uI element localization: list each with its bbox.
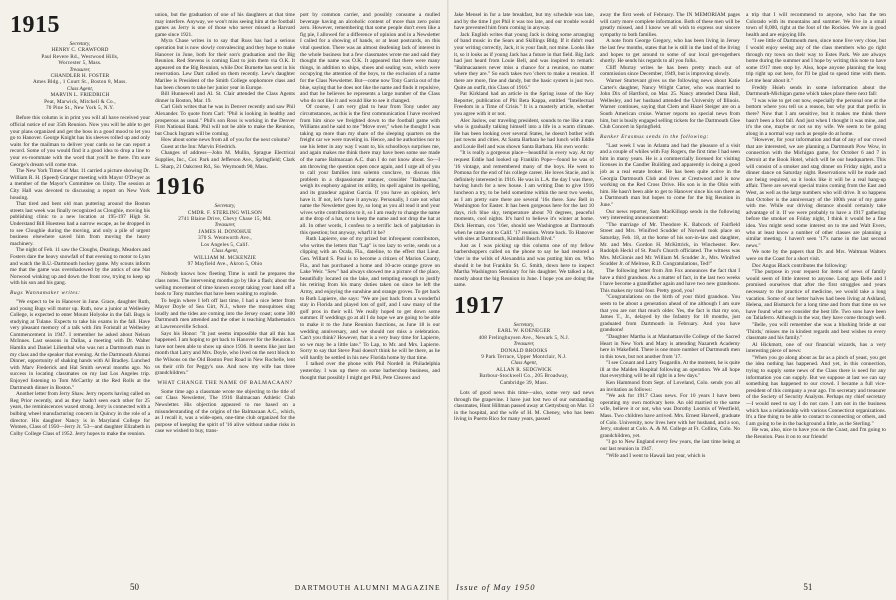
officer-name: JAMES H. DONOHUE [198,228,252,235]
page-number: 50 [130,582,139,592]
paragraph: To begin where I left off last time, I had a nice letter from Mayor Doyle of Sea Girt, N.J., where the mosquitoes sing loudly and the tides are coming into the Jersey coast; some 300 Dartmouth men attended and the other is teaching Mathematics at Lawrenceville School. [155,297,295,331]
paragraph: "We ask for 1917 Class news. For 10 years I have been operating my own motivary here. An old married to the same wife, believe it or not, who was Dorothy Loomis of Westfield, Mass. Two children have arrived. Mrs. Ernest Harwell, graduate of Colo. University, now lives here with her husband, and a son, Jerry, student at Colo. A. & M. College at Ft. Collins, Colo. No grandchildren, yet. [600,393,740,439]
column-2 [155,12,295,572]
paragraph: The night of Feb. 11 saw the Cloughs, Dearings, Meadors and Fosters dare the heavy snowfall of that evening to motor to Lynn and watch the B.U.-Dartmouth hockey game. My scouts inform me that the game was overshadowed by the antics of one Nat Norwood winking up and down the front row, trying to keep up with his son and his gang. [10,247,150,287]
paragraph: "I was wise to get out now, especially the personal one at the bottom where you tell us a reason, but why put that prefix in there? Now that I am sensitive, but it makes me think there hasn't been a foot fall. And just when I thought it was mine, and it's the one, maybe or not so my wife. We seem to be going along in a normal way such as people do at home. [746,97,886,137]
subhead: Banker Erasmus sends in the following: [600,133,709,140]
paragraph: Myra Chase writes in to say that Russ has had a serious operation but is now slowly convalescing and they hope to make Hanover in June, both for their son's graduation and the Big Reunion. Red Stevens is coming East to join them via O.K. It appeared on the Big Reunion, while Doc Burnette has sent in his reservation. Lew Dart called on them recently. Lew's daughter Marilee is President of the Smith College sophomore class and has been chosen to take her junior year in Europe. [155,38,295,91]
class-year-heading: 1916 [155,174,205,201]
officer-role: Secretary, [513,321,535,328]
paragraph: Freddy Hsieh sends in some information about the Dartmouth-Michigan game which takes place there next fall: [746,84,886,98]
paragraph: "I see Conant and Larry Teagardin. At the moment, he is quite ill at the Malden Hospital following an operation. We all hope that everything will be all right in a few days." [600,360,740,380]
paragraph: "I see little of Dartmouth men, since none live very close, but I would enjoy seeing any of the class members who go right through my town on their way to Estes Park. We are always home during the summer and I hope by writing this note to have some 1917 men stop by. Also, hope anyone planning the long trip right up out here, for I'll be glad to spend time with them. Let me hear about it." [746,38,886,84]
officer-address: Ames Bldg., 1 Court St., Boston 8, Mass. [32,79,128,86]
officer-name: HENRY C. CRAWFORD [51,47,109,54]
paragraph: union, but the graduation of one of his daughters at that time may interfere. Anyway, we won't miss seeing him at the football games as Jerry is one of those who never missed a Harvard game since 1921. [155,12,295,38]
paragraph: Bill Hunnewell and Al. St. Clair attended the Class Agents dinner in Boston, Mar. 19. [155,91,295,104]
class-officers [155,203,295,267]
class-year-heading: 1917 [454,292,504,319]
officer-name: WILLIAM M. MCKENZIE [193,254,257,261]
paragraph: Before this column is in print you will all have received your official notice of our 35th Reunion. Now you will be able to get your plans organized and get the boss in a good mood to let you go to Hanover. George Knight has his sleeves rolled up and only waits for the mailman to deliver your cards so he can report a record. Some of you would find it a good idea to drop a line to your ex-roommate with the word that you'll be there. I'm sure George's dream will come true. [10,115,150,168]
paragraph: Jake Mensel in for a late breakfast, but my schedule was late, and by the time I got Phil it was too late, and our trouble would have prevented him from coming in anyway. [454,12,594,32]
paragraph: a trip that I will recommend to anyone, who has the ten Colorado with its mountains and summer. We live in a small town of 8,000, right at the foot of the Rockies. We are in good health and are enjoying life. [746,12,886,38]
paragraph: Warner Sturtevant gives us the following news about Katie Carter's daughter, Nancy Wright Carter, who was married to John Dix of Hartford, on Mar. 25. Nancy attended Dana Hall, Wellesley, and her husband attended the University of Illinois. Warner continues, saying that Clem and Hazel Steiger are on a South American cruise. Warner reports no special news from him, but is busily engaged selling tickets for the Dartmouth Glee Club Concert in Springfield. [600,77,740,131]
paragraph: Al Hickmott, one of our financial wizards, has a very interesting piece of news: [746,341,886,355]
paragraph: Nobody knows how fleeting Time is until he prepares the class notes. The intervening months go by like a flash; about the welling movement of time known except taking your hand off a book to Tony matches that have been waiting to explode. [155,271,295,298]
paragraph: Changes of address—John M. Mullin, Sprague Electrical Supplies, Inc., Cor. Park and Jefferson Ave., Springfield; Clark L. Sharp, 21 Oakcrest Rd., So. Weymouth 90, Mass. [155,150,295,170]
magazine-title: DARTMOUTH ALUMNI MAGAZINE [294,583,441,592]
officer-address: Peat, Marwick, Mitchell & Co., [44,98,116,105]
column-1 [10,12,150,572]
paragraph: "I go to New England every few years, the last time being at our last reunion in 1947. [600,439,740,452]
paragraph: A note from George Gregory, who has been living in Jersey the last few months, states that he is still in the land of the living and hopes to get around to some of our local get-togethers shortly. He sends his regards to all you folks. [600,38,740,65]
officer-address: 9 Park Terrace, Upper Montclair, N.J. [481,353,567,360]
officer-address: 2741 Blaine Drive, Chevy Chase 15, Md. [178,216,272,223]
officer-address: Worcester 5, Mass. [58,60,102,67]
officer-address: 370 S. Wentworth Ave., [198,235,252,242]
paragraph: Of course, I am very glad to hear from Tony under any circumstances, as this is the first communication I have received from him since we freighted down to the football game with Williams and he said to me "Move over," when he thought I was taking up more than my share of the sleeping quarters on the freight car we were traveling in. Hence, and be authorities nor to use his letter in any way I want to, his schoolboys surprises me, and again makes me think there may have been some use made of the name Balmacaan A.C. than I do not know about. So—I am throwing the question open once again, and I urge all of you to call your families into solemn conclave, to discuss this problem in a dispassionate manner, consider "Balmacaan," weigh its euphony against its utility, its spell against its spelling, and its grandeur against Garcia. If you have an opinion, let's have it. If not, let's have it anyway. Personally, I care not what name the Newsletter goes by, so long as you all read it and your wives write contributions to it, so I am ready to change the name at the drop of a hat, or to keep the name and not drop the hat at all. In other words, I confess to a terrific lack of palpitation in this question; but anyway, what'll it be? [300,104,440,236]
officer-name: EARL W. KOENEGER [497,328,551,335]
officer-address: 97 Mayfield Ave., Akron 5, Ohio [187,260,263,267]
subhead: WHAT CHANGE THE NAME OF BALMACAAN? [157,379,293,386]
paragraph: "The purpose in your request for items of news of family would seem of little interest to anyone. Long ago Belle and I promised ourselves that after the first struggles and years necessary to the practice of medicine, we would take a long vacation. Some of our better halves had been living at Ashland, Helena, and Bismarck for a long time and from that time on we have found what we consider the best life. Two sons have been on Taliaferro. Although in the war, they have come through well. [746,269,886,322]
officer-role: Treasurer, [513,341,535,348]
paragraph: Pat Kirkland had an article in the Spring issue of the Key Reporter, publication of Phi Beta Kappa, entitled "Intellectual Freedom in a Time of Crisis." It is a masterly article, whether you agree with it or not. [454,91,594,117]
officer-address: 408 Frelinghuysen Ave., Newark 5, N.J. [478,334,570,341]
paragraph: Alec Jaslow, our traveling president, sounds to me like a man who is gradually talking himself into a life in a warm climate. He has been looking over several States, he doesn't bother with just towns and cities. At Santa Barbara he had lunch with Eddie and Louie Bell and was shown Santa Barbara. His own words: [454,117,594,150]
class-year-heading: 1915 [10,12,60,38]
column-5 [600,12,740,572]
officer-address: Los Angeles 5, Calif. [200,241,250,248]
officer-address: Cambridge 39, Mass. [499,379,549,386]
officer-address: Paul Revere Rd., Westwood Hills, [41,53,119,60]
officer-name: MARVIN L. FRIEDRICH [50,92,110,99]
officer-address: 70 Pine St., New York 5, N.Y. [46,105,114,112]
class-officers [10,41,150,111]
right-page [448,0,896,600]
paragraph: Cliff Murray writes he has been pretty much out of commission since December, 1949, but is improving slowly. [600,64,740,78]
paragraph: Some time ago a classmate wrote me objecting to the title of our Class Newsletter, The 1916 Balmacaan Athletic Club Newsletter. His objection appeared to me based on a misunderstanding of the origins of the Balmacaan A.C., which, as I recall it, was a wide-open, one-time club organized for the purpose of keeping the spirit of '16 alive without undue risks in case we wished to buy, trans- [155,388,295,435]
class-officers [454,322,594,386]
officer-role: Treasurer, [69,66,91,73]
officer-name: CMDR. F. STERLING WILSON [187,209,263,216]
officer-role: Class Agent, [66,85,94,92]
paragraph: Another letter from Jerry Shaw. Jerry reports having called on Reg Prior recently, and as they hadn't seen each other for 25 years, the reminiscences waxed strong. Jerry is connected with a bulbing wheel manufacturing concern in Quincy in the role of a director. His daughter Nancy is in Maryland College for Women, Class of 1950—Jerry Jr. '53—and daughter Elizabeth in Colby College Class of 1952. Jerry hopes to make the reunion. [10,391,150,437]
paragraph: port by common carrier, and possibly consume a mulled beverage having an alcoholic content of more than zero point zero. However, remembering that some people don't even like a fig pie, I allowed for a difference of opinion and in a Newsletter I called for a showing of hands, or at least postcards, on this vital question. There was an almost deafening lack of interest in the whole business but a few classmates wrote me and said they thought the name was O.K. It appeared that there were many things, in addition to ships, shoes and sealing wax, which were occupying the attention of the boys, to the exclusion of a name for the Class Newsletter. But—come now Tony Garcia out of the blue, saying that he does not like the name and finds it repulsive, and that he believes he represents a large number of the Class who do not like it and would like to see it changed. [300,12,440,104]
officer-name: DONALD BROOKS [500,347,548,354]
paragraph: The New York Times of Mar. 11 carried a picture showing Dr. William R. H. (Speed) Granger meeting with Mayor O'Dwyer as a member of the Mayor's Committee on Unity. The session at City Hall was devoted to discussing a report on New York housing. [10,168,150,201]
paragraph: Guest at the Inn: Marvin Friedrich. [161,143,237,150]
paragraph: Says his Honor: "It just seems impossible that all this has happened. I am hoping to get back to Hanover for the Reunion. I have not been able to show up since 1936. It seems like just last month that Larry and Mrs. Doyle, who lived on the next block to the Wilsons on the Old Boston Post Road in New Rochelle, lent us their crib for Peggy's use. And now my wife has three grandchildren." [155,330,295,377]
paragraph: Ken Hammond from Sept. of Loveland, Colo. sends you all an invitation as follows: [600,380,740,393]
paragraph: "Daughter Martha is at Manhattanville College of the Sacred Heart in New York and Mary is attending Nazareth Academy here in Wakefield. There is one more number of Dartmouth men in this town, but not another from '17. [600,333,740,360]
paragraph: I talked over the phone with Phil Nordell in Philadelphia yesterday. I was up there on some barbershop business, and thought that possibly I might get Phil, Pete Cleaves and [300,361,440,381]
officer-address: Barbour-Stockwell Co., 205 Broadway, [479,373,569,380]
page-number: 51 [803,582,813,592]
officer-name: CHANDLER H. FOSTER [50,73,110,80]
paragraph: How about some news from all of you for the next column? [161,137,290,144]
paragraph: Our news reporter, Sam MacKillopp sends in the following very interesting announcement: [600,208,740,222]
paragraph: Jack English writes that young Jack is doing some arranging of band music in the Sears and Skillings Bldg. If it didn't read your writing correctly, Jack, it is your fault, not mine. Looks like it, so it looks as if young Jack has a future in that field. Big Jack had just heard from Louie Bell, and was inspired to remark: "Balmacaaners never miss a chance for a reunion, no matter where they are." So each takes two 'chers to make a reunion. If there are more, fine and dandy, but the basic system is just two. Quite an outfit, this Class of 1916." [454,31,594,91]
paragraph: That tired and bent old man puttering around the Boston streets last week was finally recognized as Cloughie, moving his publishing clinic to a new location at 195-197 High St. Understand Bill Huestess had a narrow escape, as he dropped in to see Cloughie during the moving, and only a pile of urgent business elsewhere saved him from moving the heavy machinery. [10,201,150,247]
page-footer-right [456,582,812,592]
paragraph: "Last week I was in Atlanta and had the pleasure of a visit and a couple of whiles with Fay Rogers, the first time I had seen him in many years. He is a commercially licensed for visiting licenses in the Candler Building and apparently is doing a good job as a real estate broker. He has been quite active in the Georgia Dartmouth Club and lives at Crestwood and is now working on the Red Cross Drive. His son is in the Ohio with him. He hasn't been able to get to Hanover since his son there as a Dartmouth man but hopes to come for the big Reunion in June." [600,142,740,209]
subhead: Bugs Wannamaker writes: [10,289,81,296]
paragraph: "Wife and I went to Hawaii last year, which is [606,452,706,459]
paragraph: "Congratulations on the birth of your third grandson. You seem to be about a generation ahead of me although I am sure that you are not that much older. Yes, the fact is that my son, James T., Jr., delayed by the Infantry for 18 months, just graduated from Dartmouth in February. And you have grandsons! [600,294,740,334]
officer-name: ALLAN R. SEDGWICK [496,366,552,373]
paragraph: "Belle, you will remember she was a blushing bride at our 'Thirds,' misses me in kindest regards and best wishes to every classmate and his family." [746,321,886,342]
paragraph: away the first week of February. The IN MEMORIAM pages will carry more complete information. Both of these men will be greatly missed, and I know we all wish to express our sincere sympathy to both families. [600,12,740,38]
paragraph: Doc Angus Black contributes the following: [752,262,848,269]
paragraph: "We expect to be in Hanover in June. Grace, daughter Ruth, and young Bugs will motor up. Ruth, now a junior at Wellesley College, is expected to enter Mount Holyoke in the fall. Bugs is studying at Tulane. Expects to take his exams in the fall. Have very pleasant memory of a talk with Jim Foristall at Wellesley Commencement in 1947. I remember he asked about Nelson McInnes. Last seasons in Dallas, a meeting with Dr. Walter Hamlin and Daniel Lilienthal who was not a Dartmouth man in my class and the speaker that evening. At the Dartmouth Alumni Dinner, opportunity of shaking hands with Al Bradley. Lunched with Marv Frederick and Hal Smith several months ago. No success in locating classmates on my last Los Angeles trip. Enjoyed listening to Tom McCarthy at the Red Rolls at the Dartmouth dinner in Boston." [10,298,150,391]
column-4 [454,12,594,572]
officer-role: Secretary, [69,41,91,47]
paragraph: The following letter from Jim Fox announces the fact that I have a third grandson. As a matter of fact, in the last two weeks I have become a grandfather again and have two new grandsons. This makes my total four. Pretty good, you! [600,267,740,294]
paragraph: Just as I was picking up this column one of my fellow barbershoppers called on the phone to say he had restored a 'cher in the wilds of Alexandria and was putting him on. Who should it be but Franklin St. G. Smith, down here to inspect Martha Washington Seminary for his daughter. We talked a bit, mostly about the big Reunion in June. I hope you are doing the same. [454,242,594,289]
paragraph: Ruth Lapierre, one of my prized but infrequent contributors, who writes the letters that "Lap" is too lazy to write, sends us a clipping with an Ocala, Fla., dateline, to the effect that Lieut. Gen. Willard S. Paul is to become a citizen of Marion County, Fla., and has purchased a home and 10-acre orange grove on Lake Weir. "Sew" had always showed me a picture of the place, beautifully located on the lake, and tempting enough to justify his retiring from his many duties taken on since he left the Army, and enjoying the sunshine and orange groves. To get back to Ruth Lapierre, she says: "We are just back from a wonderful stay in Florida and played lots of golf, and I saw many of the golf pros in their will. We really hoped to get down some summer. If weddings go at all I do hope we are going to be able to make it to the June Reunion functions, as June 18 is our wedding anniversary, and we should not miss a celebration. Can't you think? However, that is a very busy time for Lapierre, so we may be a little late." To Lap, to Mr. and Mrs. Lapierre. Sorry to say that Steve Paul doesn't think he will be there, as he will hardly be settled in his new Florida home by that time. [300,236,440,361]
paragraph: Carl Gish writes that he was in Denver recently and saw Phil Alexander. To quote from Carl: "Phil is looking in healthy and prosperous as usual." Phil's son Ross is working in the Denver First National Bank. Phil will not be able to make the Reunion, but Chuck Ingram will be coming. [155,104,295,137]
paragraph: "When you go along about as far as a pinch of yeast, you get the idea nothing has happened. And yet, in this connection, trying to supply some news of the Class there is need for any information you can supply. But we suppose at last we can say something has happened to our crowd. I became a full vice-president of this company a year ago. I'm secretary and treasurer of the Society of Security Analysts. Perhaps my chief secretary—I would need to say I do not care. I am not in the business which has a relationship with various Connecticut organizations. It's a fine thing to be able to contact to connecting or others, and I am going to be in the background a little, as the Sterling." [746,354,886,427]
paragraph: Lots of good news this time—also, some very sad news through the grapevine. I have just lost two of our outstanding classmates, Hunt Hillman passed away at Gettysburg on Mar. 13 in the hospital, and the wife of H. M. Cheney, who has been living in Puerto Rico for many years, passed [454,390,594,423]
column-6 [746,12,886,572]
paragraph: He was, also, nice to have you on the Coast, and I'm going to the Reunion. Pass it on to our friends! [746,427,886,440]
paragraph: "It is really a gorgeous place—beautiful in every way. At my request Eddie had looked up Franklin Pope—found he was of '16 vintage, and remembered many of the boys. He went to Pomona for the end of his college career. He loves Stacie, and is definitely interested in 1916. He was in L.A. the day I was there, having lunch for a new house. I am writing Dan to give 1916 luncheon a try, to be held sometime within the next two weeks, as I am pretty sure there are several '16s there. Saw Bell in Washington for Easter. It has been gorgeous here for the last 10 days, rich blue sky, temperature about 70 degrees, peaceful moments, cool nights. It's hard to believe it's winter at home. Dick Herman, cox '16er, should see Washington at Dartmouth when he came out to Calif. '17 reunion. Wrote back. To Hanover with sites at Dartmouth, Kimball Beach Blvd." [454,150,594,243]
paragraph: "The marriage of Mr. Theodore K. Babcock of Fairfield Street and Mrs. Winifred Scudder of Norwell took place on Saturday, Feb. 18, at the home of his son-in-law and daughter, Mr. and Mrs. Gordon H. McKittrick, in Winchester. Rev. Rudolph Heckl of St. Paul's Church officiated. The witness was Mrs. McGinnis and Mr. William M. Scudder Jr., Mrs. Winifred Scudder Jr. of Melrose, R.D. Congratulations, Ted!" [600,221,740,268]
page-footer-left [130,582,441,592]
paragraph: We note by the papers that Dr. and Mrs. Waltman Walters were on the Coast for a short visit. [746,249,886,262]
paragraph: "However, for your information and that of any of our crowd that are interested, we are planning a Dartmouth Pow Wow, in connection with the Michigan game, for October 6 and 7 in Detroit at the Book Hotel, which will be our headquarters. This will consist of a smoker and stag dinner on Friday night, and a dinner dance on Saturday night. Reservations will be made and are being required, so it looks like it will be a real bang-up affair. There are several special trains coming from the East and West, as well as the large numbers who will drive. It so happens that October is the anniversary of the 100th year of my game with me. While our driving distance should certainly take advantage of it. If we were probably to have a 1917 gathering before the smoker on Friday night, I think it would be a fine idea. You might send some interest on to me and Walt Evers, who at least know a number of other classes are planning a similar meeting. I haven't seen '17's name in the last second news." [746,137,886,249]
officer-role: Treasurer, [214,222,236,229]
officer-role: Secretary, [214,203,236,210]
column-3 [300,12,440,572]
issue-date: Issue of May 1950 [456,582,536,592]
officer-role: Class Agent, [211,248,239,255]
officer-role: Class Agent, [510,360,538,367]
